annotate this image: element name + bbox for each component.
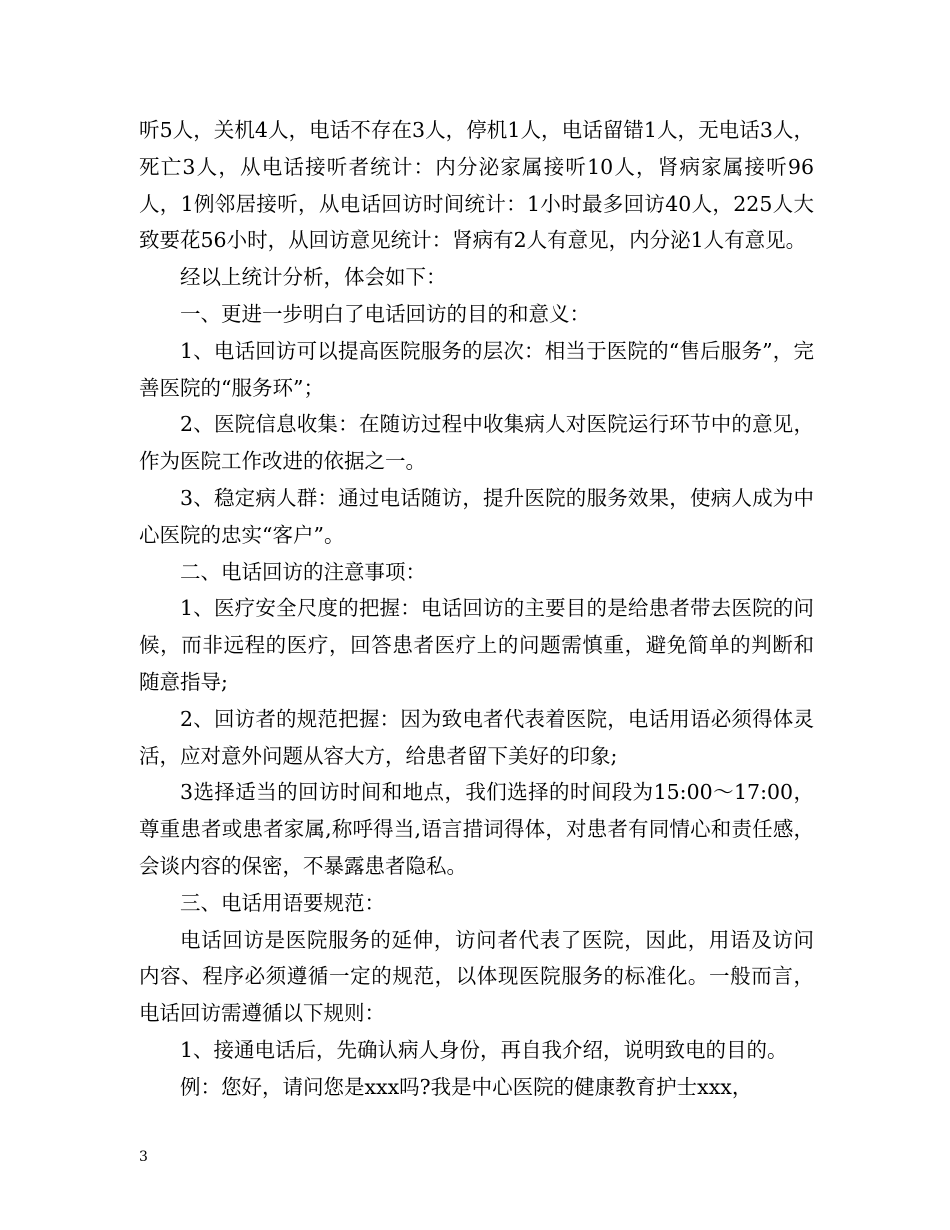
- paragraph-2: 经以上统计分析，体会如下：: [180, 265, 447, 290]
- page-number: 3: [139, 1149, 148, 1165]
- document-body: [139, 112, 814, 1106]
- paragraph-5: 2、医院信息收集：在随访过程中收集病人对医院运行环节中的意见，作为医院工作改进的依据之一。: [139, 412, 814, 474]
- section-heading-3: 三、电话用语要规范：: [180, 890, 385, 915]
- paragraph-13: 1、接通电话后，先确认病人身份，再自我介绍，说明致电的目的。: [180, 1037, 788, 1062]
- paragraph-10: 3选择适当的回访时间和地点，我们选择的时间段为15:00～17:00，尊重患者或患者家属,称呼得当,语言措词得体，对患者有同情心和责任感，会谈内容的保密，不暴露患者隐私。: [139, 780, 814, 878]
- paragraph-1: 听5人，关机4人，电话不存在3人，停机1人，电话留错1人，无电话3人，死亡3人，从电话接听者统计：内分泌家属接听10人，肾病家属接听96人，1例邻居接听，从电话回访时间统计：1小时最多回访40人，225人大致要花56小时，从回访意见统计：肾病有2人有意见，内分泌1人有意见。: [139, 118, 814, 253]
- section-heading-1: 一、更进一步明白了电话回访的目的和意义：: [180, 301, 590, 326]
- paragraph-12: 电话回访是医院服务的延伸，访问者代表了医院，因此，用语及访问内容、程序必须遵循一定的规范，以体现医院服务的标准化。一般而言，电话回访需遵循以下规则：: [139, 927, 814, 1026]
- paragraph-6: 3、稳定病人群：通过电话随访，提升医院的服务效果，使病人成为中心医院的忠实“客户”。: [139, 485, 814, 547]
- paragraph-9: 2、回访者的规范把握：因为致电者代表着医院，电话用语必须得体灵活，应对意外问题从容大方，给患者留下美好的印象;: [139, 706, 814, 768]
- section-heading-2: 二、电话回访的注意事项：: [180, 559, 426, 584]
- paragraph-8: 1、医疗安全尺度的把握：电话回访的主要目的是给患者带去医院的问候，而非远程的医疗，回答患者医疗上的问题需慎重，避免简单的判断和随意指导;: [139, 596, 814, 694]
- paragraph-14: 例：您好，请问您是xxx吗?我是中心医院的健康教育护士xxx，: [180, 1074, 753, 1099]
- paragraph-4: 1、电话回访可以提高医院服务的层次：相当于医院的“售后服务”，完善医院的“服务环”；: [139, 338, 814, 400]
